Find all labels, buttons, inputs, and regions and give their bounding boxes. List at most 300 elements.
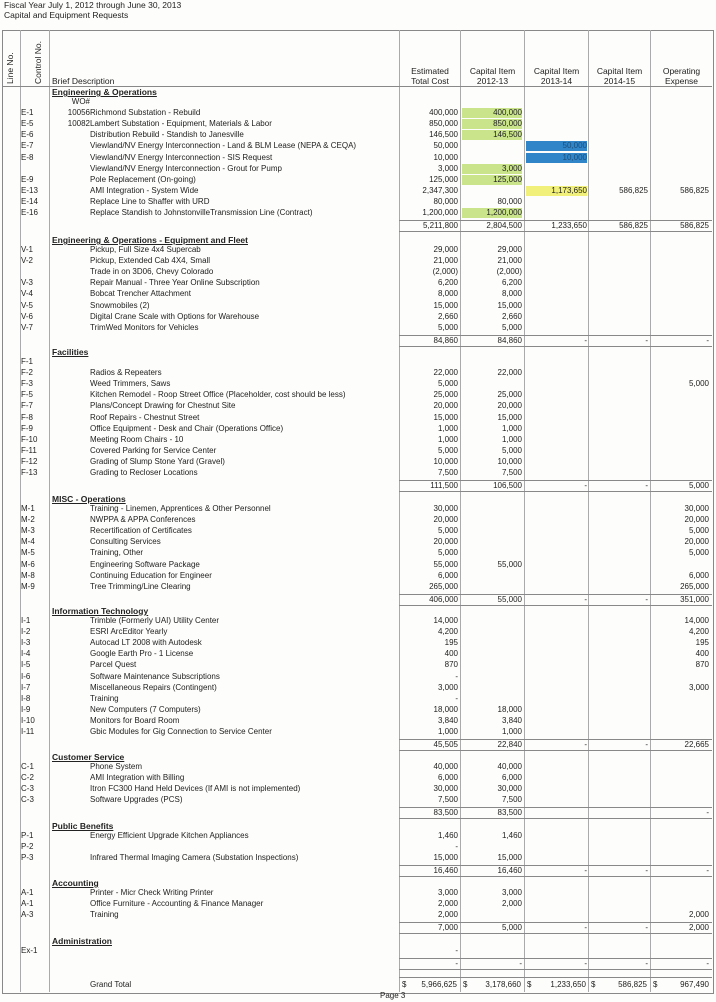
cell-ln: E-8	[21, 152, 34, 162]
cell-desc: Richmond Substation - Rebuild	[90, 108, 201, 118]
cell-op: 195	[695, 638, 709, 648]
cell-desc: Distribution Rebuild - Standish to Janesville	[90, 130, 244, 140]
cell-desc: Software Maintenance Subscriptions	[90, 671, 220, 681]
cell-est: 25,000	[433, 390, 458, 400]
cell-desc: Google Earth Pro - 1 License	[90, 649, 194, 659]
cell-desc: Itron FC300 Hand Held Devices (If AMI is not implemented)	[90, 784, 301, 794]
cell-wo: WO#	[71, 97, 90, 106]
total-c1: -	[519, 959, 522, 969]
cell-desc: Software Upgrades (PCS)	[90, 795, 183, 805]
cell-ln: I-4	[21, 649, 31, 659]
col-capital-2012-13: Capital Item 2012-13	[469, 66, 516, 86]
cell-est: 15,000	[433, 412, 458, 422]
cell-est: 5,000	[437, 445, 458, 455]
section-total-row	[0, 865, 716, 876]
cell-c2: 1,173,650	[526, 186, 587, 196]
cell-desc: TrimWed Monitors for Vehicles	[90, 322, 199, 332]
gt-currency-5: $	[653, 980, 658, 989]
cell-desc: Meeting Room Chairs - 10	[90, 434, 184, 444]
cell-desc: Covered Parking for Service Center	[90, 445, 217, 455]
table-row	[0, 526, 716, 536]
cell-est: 30,000	[433, 784, 458, 794]
cell-ln: E-5	[21, 119, 34, 129]
cell-ln: I-7	[21, 682, 31, 692]
section-total-row	[0, 922, 716, 933]
cell-est: 3,840	[437, 715, 458, 725]
cell-est: -	[455, 671, 458, 681]
cell-est: 3,000	[437, 163, 458, 173]
cell-desc: Consulting Services	[90, 537, 161, 547]
table-row	[0, 795, 716, 805]
gt-currency-1: $	[402, 980, 407, 989]
grand-total-capital-2013-14: 1,233,650	[550, 980, 586, 989]
cell-est: 40,000	[433, 762, 458, 771]
cell-est: 195	[444, 638, 458, 648]
cell-wo: 10082	[67, 119, 90, 129]
cell-c1: 20,000	[497, 401, 522, 411]
total-c3: -	[645, 481, 648, 491]
cell-c1: 146,500	[462, 130, 522, 140]
cell-ln: V-5	[21, 300, 34, 310]
table-row	[0, 401, 716, 411]
cell-ln: C-3	[21, 795, 34, 805]
cell-op: 5,000	[688, 379, 709, 389]
cell-est: 21,000	[433, 256, 458, 266]
cell-desc: Repair Manual - Three Year Online Subscription	[90, 278, 260, 288]
col-estimated: Estimated Total Cost	[411, 66, 449, 86]
table-row	[0, 289, 716, 299]
cell-op: 586,825	[680, 185, 709, 195]
cell-desc: Replace Line to Shaffer with URD	[90, 196, 210, 206]
cell-desc: Pickup, Extended Cab 4X4, Small	[90, 256, 211, 266]
cell-ln: M-9	[21, 581, 35, 591]
cell-c1: 7,500	[501, 468, 522, 477]
grand-total-label: Grand Total	[90, 980, 132, 989]
total-est: 84,860	[433, 335, 458, 345]
cell-desc: Continuing Education for Engineer	[90, 570, 212, 580]
cell-est: 1,460	[437, 831, 458, 840]
gt-currency-3: $	[527, 980, 532, 989]
cell-est: 29,000	[433, 245, 458, 254]
table-row	[0, 312, 716, 322]
total-c1: 22,840	[497, 740, 522, 750]
total-c2: -	[584, 594, 587, 604]
cell-est: -	[455, 946, 458, 955]
cell-op: 3,000	[688, 682, 709, 692]
cell-desc: Gbic Modules for Gig Connection to Service Center	[90, 727, 272, 736]
table-row	[0, 660, 716, 670]
cell-desc: Training, Other	[90, 548, 144, 558]
cell-ln: A-3	[21, 910, 34, 920]
cell-est: 10,000	[433, 152, 458, 162]
table-row	[0, 468, 716, 478]
cell-desc: Pickup, Full Size 4x4 Supercab	[90, 245, 201, 254]
cell-ln: F-5	[21, 390, 33, 400]
table-row	[0, 888, 716, 898]
total-est: 45,505	[433, 740, 458, 750]
total-c2: -	[584, 866, 587, 876]
cell-desc: Plans/Concept Drawing for Chestnut Site	[90, 401, 236, 411]
cell-c1: 1,000	[501, 727, 522, 736]
table-row	[0, 627, 716, 637]
cell-wo: 10056	[67, 108, 90, 118]
cell-c1: 15,000	[497, 300, 522, 310]
total-c1: 16,460	[497, 866, 522, 876]
table-row	[0, 571, 716, 581]
total-c1: 5,000	[501, 923, 522, 933]
table-row	[0, 457, 716, 467]
total-op: -	[706, 808, 709, 818]
total-op: -	[706, 866, 709, 876]
total-c3: -	[645, 740, 648, 750]
total-c1: 2,804,500	[486, 221, 522, 231]
col-operating-expense: Operating Expense	[662, 66, 701, 86]
cell-desc: Training	[90, 693, 119, 703]
cell-op: 400	[695, 649, 709, 659]
total-op: -	[706, 335, 709, 345]
cell-c2: 50,000	[526, 141, 587, 151]
cell-desc: Phone System	[90, 762, 143, 771]
table-row	[0, 357, 716, 367]
table-row	[0, 130, 716, 140]
table-row	[0, 197, 716, 207]
cell-op: 20,000	[684, 537, 709, 547]
cell-ln: I-9	[21, 704, 31, 714]
table-row	[0, 716, 716, 726]
cell-est: 7,500	[437, 468, 458, 477]
cell-est: 14,000	[433, 616, 458, 625]
cell-ln: I-3	[21, 638, 31, 648]
cell-ln: V-1	[21, 245, 34, 254]
total-op: 351,000	[680, 594, 709, 604]
cell-c1: (2,000)	[496, 267, 522, 277]
cell-c1: 7,500	[501, 795, 522, 805]
page-number: Page 3	[380, 991, 406, 1000]
cell-est: 30,000	[433, 504, 458, 513]
table-row	[0, 278, 716, 288]
cell-est: 1,000	[437, 423, 458, 433]
cell-est: 5,000	[437, 526, 458, 536]
section-title: Accounting	[52, 878, 99, 888]
cell-op: 870	[695, 660, 709, 670]
cell-ln: A-1	[21, 899, 34, 909]
cell-ln: E-14	[21, 196, 38, 206]
cell-desc: Office Furniture - Accounting & Finance Manager	[90, 899, 264, 909]
total-est: 16,460	[433, 866, 458, 876]
cell-ln: F-12	[21, 456, 38, 466]
col-capital-2014-15: Capital Item 2014-15	[596, 66, 643, 86]
cell-c1: 6,200	[501, 278, 522, 288]
table-row	[0, 705, 716, 715]
section-total-row	[0, 335, 716, 346]
table-row	[0, 515, 716, 525]
table-row	[0, 727, 716, 737]
section-title: Information Technology	[52, 606, 149, 616]
section-title: Engineering & Operations - Equipment and Fleet	[52, 235, 248, 245]
cell-est: 15,000	[433, 853, 458, 863]
cell-est: 6,000	[437, 570, 458, 580]
cell-op: 6,000	[688, 570, 709, 580]
cell-c1: 5,000	[501, 322, 522, 332]
cell-op: 30,000	[684, 504, 709, 513]
grand-total-operating: 967,490	[680, 980, 709, 989]
cell-est: 18,000	[433, 704, 458, 714]
total-c1: 84,860	[497, 335, 522, 345]
cell-est: 5,000	[437, 548, 458, 558]
cell-est: 10,000	[433, 456, 458, 466]
section-total-row	[0, 958, 716, 969]
cell-est: 2,660	[437, 311, 458, 321]
cell-c1: 1,200,000	[462, 208, 522, 218]
cell-ln: P-2	[21, 842, 34, 852]
total-c3: -	[645, 594, 648, 604]
table-row	[0, 245, 716, 255]
cell-est: 1,000	[437, 727, 458, 736]
cell-c1: 6,000	[501, 773, 522, 783]
total-c2: -	[584, 740, 587, 750]
table-row	[0, 164, 716, 174]
section-title: Public Benefits	[52, 821, 114, 831]
table-row	[0, 175, 716, 185]
total-c2: -	[584, 335, 587, 345]
cell-desc: Parcel Quest	[90, 660, 137, 670]
table-row	[0, 910, 716, 920]
table-row	[0, 153, 716, 163]
cell-c1: 3,000	[462, 164, 522, 174]
cell-c1: 21,000	[497, 256, 522, 266]
table-row	[0, 773, 716, 783]
total-c3: -	[645, 335, 648, 345]
cell-est: 22,000	[433, 368, 458, 378]
cell-ln: A-1	[21, 888, 34, 897]
cell-est: 2,347,300	[422, 185, 458, 195]
cell-desc: Energy Efficient Upgrade Kitchen Appliances	[90, 831, 249, 840]
total-est: 111,500	[430, 481, 458, 491]
cell-est: 55,000	[433, 559, 458, 569]
cell-c1: 1,000	[501, 434, 522, 444]
total-op: -	[706, 959, 709, 969]
total-op: 22,665	[684, 740, 709, 750]
cell-ln: F-9	[21, 423, 33, 433]
table-row	[0, 108, 716, 118]
total-c1: 83,500	[497, 808, 522, 818]
table-row	[0, 301, 716, 311]
report-title: Capital and Equipment Requests	[4, 10, 129, 20]
cell-ln: V-7	[21, 322, 34, 332]
table-row	[0, 694, 716, 704]
cell-desc: AMI Integration - System Wide	[90, 185, 199, 195]
total-c2: 1,233,650	[551, 221, 587, 231]
cell-c1: 15,000	[497, 853, 522, 863]
table-row	[0, 424, 716, 434]
section-title: Facilities	[52, 347, 89, 357]
cell-ln: P-3	[21, 853, 34, 863]
cell-op: 4,200	[688, 627, 709, 637]
grand-total-estimated: 5,966,625	[421, 980, 457, 989]
section-total-row	[0, 220, 716, 231]
cell-c1: 80,000	[497, 196, 522, 206]
cell-ln: M-2	[21, 515, 35, 525]
cell-ln: M-5	[21, 548, 35, 558]
cell-ln: V-4	[21, 289, 34, 299]
cell-c2: 10,000	[526, 153, 587, 163]
cell-op: 265,000	[680, 581, 709, 591]
cell-ln: E-7	[21, 141, 34, 151]
table-row	[0, 119, 716, 129]
cell-est: 3,000	[437, 888, 458, 897]
report-period: Fiscal Year July 1, 2012 through June 30, 2013	[4, 0, 182, 10]
cell-est: 6,000	[437, 773, 458, 783]
cell-est: 850,000	[429, 119, 458, 129]
section-title: Customer Service	[52, 752, 125, 762]
table-row	[0, 560, 716, 570]
cell-est: 50,000	[433, 141, 458, 151]
cell-ln: M-8	[21, 570, 35, 580]
section-total-row	[0, 594, 716, 605]
cell-desc: Recertification of Certificates	[90, 526, 192, 536]
cell-desc: Kitchen Remodel - Roop Street Office (Placeholder, cost should be less)	[90, 390, 346, 400]
cell-ln: E-16	[21, 208, 38, 217]
cell-desc: Roof Repairs - Chestnut Street	[90, 412, 200, 422]
cell-est: 2,000	[437, 910, 458, 920]
grand-total-capital-2012-13: 3,178,660	[485, 980, 521, 989]
col-description: Brief Description	[52, 76, 115, 86]
cell-est: 265,000	[429, 581, 458, 591]
table-row	[0, 256, 716, 266]
cell-est: 146,500	[429, 130, 458, 140]
cell-desc: Viewland/NV Energy Interconnection - Land & BLM Lease (NEPA & CEQA)	[90, 141, 357, 151]
cell-c1: 25,000	[497, 390, 522, 400]
cell-ln: V-3	[21, 278, 34, 288]
table-row	[0, 899, 716, 909]
col-line-no: Line No.	[5, 52, 15, 84]
cell-est: 8,000	[437, 289, 458, 299]
cell-c1: 850,000	[462, 119, 522, 129]
cell-est: -	[455, 693, 458, 703]
gt-currency-4: $	[591, 980, 596, 989]
cell-desc: NWPPA & APPA Conferences	[90, 515, 196, 525]
cell-ln: C-2	[21, 773, 34, 783]
cell-op: 2,000	[688, 910, 709, 920]
table-row	[0, 638, 716, 648]
total-c3: -	[645, 866, 648, 876]
cell-est: 20,000	[433, 515, 458, 525]
cell-ln: M-3	[21, 526, 35, 536]
cell-c1: 2,660	[501, 311, 522, 321]
cell-desc: Lambert Substation - Equipment, Materials & Labor	[90, 119, 272, 129]
cell-c1: 1,460	[501, 831, 522, 840]
table-row	[0, 323, 716, 333]
cell-desc: Tree Trimming/Line Clearing	[90, 581, 191, 591]
cell-est: 20,000	[433, 537, 458, 547]
cell-ln: C-3	[21, 784, 34, 794]
cell-ln: V-6	[21, 311, 34, 321]
cell-desc: Printer - Micr Check Writing Printer	[90, 888, 214, 897]
col-control-no: Control No.	[33, 41, 43, 84]
total-c2: -	[584, 923, 587, 933]
cell-desc: Infrared Thermal Imaging Camera (Substation Inspections)	[90, 853, 299, 863]
cell-ln: I-6	[21, 671, 31, 681]
total-est: 406,000	[429, 594, 458, 604]
cell-est: 7,500	[437, 795, 458, 805]
cell-op: 5,000	[688, 526, 709, 536]
cell-c1: 40,000	[497, 762, 522, 771]
table-row	[0, 762, 716, 772]
cell-est: 2,000	[437, 899, 458, 909]
cell-desc: Autocad LT 2008 with Autodesk	[90, 638, 202, 648]
cell-ln: E-9	[21, 174, 34, 184]
cell-est: 80,000	[433, 196, 458, 206]
cell-desc: Grading of Slump Stone Yard (Gravel)	[90, 456, 225, 466]
total-op: 586,825	[680, 221, 709, 231]
total-c2: -	[584, 481, 587, 491]
cell-ln: I-10	[21, 715, 35, 725]
total-c3: 586,825	[619, 221, 648, 231]
cell-c1: 8,000	[501, 289, 522, 299]
cell-desc: Trimble (Formerly UAI) Utility Center	[90, 616, 220, 625]
cell-c1: 29,000	[497, 245, 522, 254]
cell-ln: V-2	[21, 256, 34, 266]
table-row	[0, 446, 716, 456]
total-c1: 55,000	[497, 594, 522, 604]
table-row	[0, 582, 716, 592]
cell-ln: P-1	[21, 831, 34, 840]
table-row	[0, 784, 716, 794]
total-est: 5,211,800	[423, 221, 458, 231]
total-c2: -	[584, 959, 587, 969]
cell-est: 5,000	[437, 379, 458, 389]
cell-desc: New Computers (7 Computers)	[90, 704, 201, 714]
cell-desc: Pole Replacement (On-going)	[90, 174, 196, 184]
cell-c1: 3,000	[501, 888, 522, 897]
cell-c3: 586,825	[619, 185, 648, 195]
table-row	[0, 649, 716, 659]
cell-est: 870	[444, 660, 458, 670]
grand-total-capital-2014-15: 586,825	[618, 980, 647, 989]
cell-c1: 18,000	[497, 704, 522, 714]
table-row	[0, 672, 716, 682]
table-row	[0, 537, 716, 547]
cell-ln: F-7	[21, 401, 33, 411]
cell-est: 4,200	[437, 627, 458, 637]
cell-desc: AMI Integration with Billing	[90, 773, 185, 783]
table-row	[0, 946, 716, 956]
cell-c1: 22,000	[497, 368, 522, 378]
table-row	[0, 616, 716, 626]
cell-ln: I-8	[21, 693, 31, 703]
cell-c1: 5,000	[501, 445, 522, 455]
cell-op: 14,000	[684, 616, 709, 625]
table-row	[0, 368, 716, 378]
cell-est: 6,200	[437, 278, 458, 288]
cell-desc: Trade in on 3D06, Chevy Colorado	[90, 267, 214, 277]
cell-ln: F-10	[21, 434, 38, 444]
table-row	[0, 208, 716, 218]
cell-ln: C-1	[21, 762, 34, 771]
cell-desc: Weed Trimmers, Saws	[90, 379, 171, 389]
table-row	[0, 413, 716, 423]
cell-ln: F-8	[21, 412, 33, 422]
gt-currency-2: $	[463, 980, 468, 989]
section-title: MISC - Operations	[52, 494, 126, 504]
table-row	[0, 842, 716, 852]
cell-ln: I-5	[21, 660, 31, 670]
cell-est: (2,000)	[432, 267, 458, 277]
cell-ln: F-13	[21, 468, 38, 477]
cell-ln: F-3	[21, 379, 33, 389]
cell-ln: I-11	[21, 727, 35, 736]
cell-ln: M-6	[21, 559, 35, 569]
